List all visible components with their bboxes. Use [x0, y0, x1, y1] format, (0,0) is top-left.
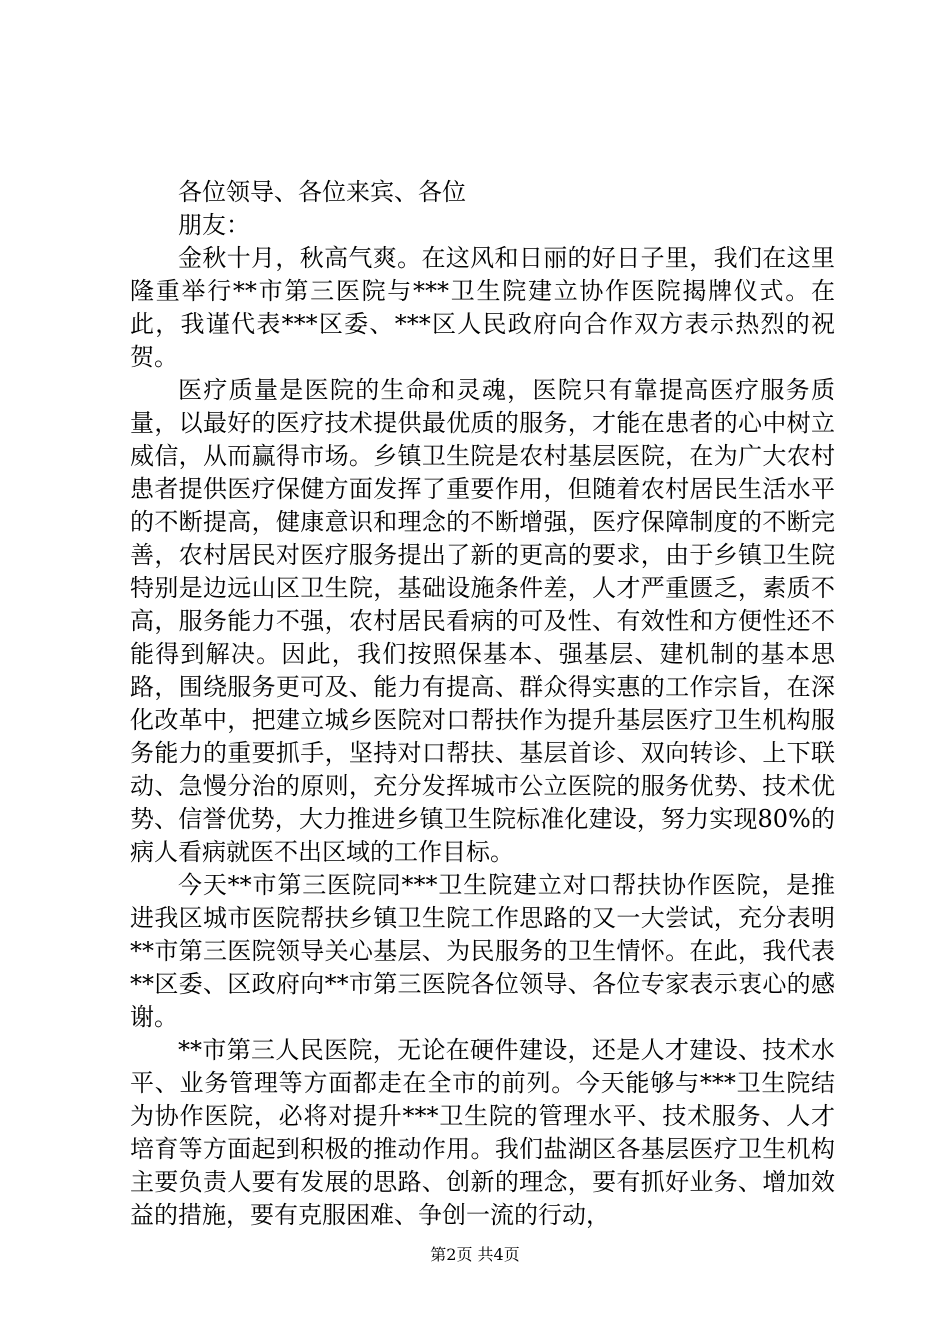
- document-body: [130, 176, 835, 1232]
- paragraph: 医疗质量是医院的生命和灵魂，医院只有靠提高医疗服务质量，以最好的医疗技术提供最优质的服务，才能在患者的心中树立威信，从而赢得市场。乡镇卫生院是农村基层医院，在为广大农村患者提供医疗保健方面发挥了重要作用，但随着农村居民生活水平的不断提高，健康意识和理念的不断增强，医疗保障制度的不断完善，农村居民对医疗服务提出了新的更高的要求，由于乡镇卫生院特别是边远山区卫生院，基础设施条件差，人才严重匮乏，素质不高，服务能力不强，农村居民看病的可及性、有效性和方便性还不能得到解决。因此，我们按照保基本、强基层、建机制的基本思路，围绕服务更可及、能力有提高、群众得实惠的工作宗旨，在深化改革中，把建立城乡医院对口帮扶作为提升基层医疗卫生机构服务能力的重要抓手，坚持对口帮扶、基层首诊、双向转诊、上下联动、急慢分治的原则，充分发挥城市公立医院的服务优势、技术优势、信誉优势，大力推进乡镇卫生院标准化建设，努力实现80%的病人看病就医不出区域的工作目标。: [130, 376, 835, 866]
- page-number-footer: 第2页 共4页: [430, 1245, 520, 1264]
- greeting-line: 各位领导、各位来宾、各位: [178, 178, 466, 206]
- paragraph: 今天**市第三医院同***卫生院建立对口帮扶协作医院，是推进我区城市医院帮扶乡镇卫生院工作思路的又一大尝试，充分表明**市第三医院领导关心基层、为民服务的卫生情怀。在此，我代表**区委、区政府向**市第三医院各位领导、各位专家表示衷心的感谢。: [130, 871, 835, 1031]
- paragraph: **市第三人民医院，无论在硬件建设，还是人才建设、技术水平、业务管理等方面都走在全市的前列。今天能够与***卫生院结为协作医院，必将对提升***卫生院的管理水平、技术服务、人才培育等方面起到积极的推动作用。我们盐湖区各基层医疗卫生机构主要负责人要有发展的思路、创新的理念，要有抓好业务、增加效益的措施，要有克服困难、争创一流的行动，: [130, 1036, 835, 1229]
- paragraph: 金秋十月，秋高气爽。在这风和日丽的好日子里，我们在这里隆重举行**市第三医院与***卫生院建立协作医院揭牌仪式。在此，我谨代表***区委、***区人民政府向合作双方表示热烈的祝贺。: [130, 244, 835, 371]
- greeting-line: 朋友：: [178, 211, 250, 239]
